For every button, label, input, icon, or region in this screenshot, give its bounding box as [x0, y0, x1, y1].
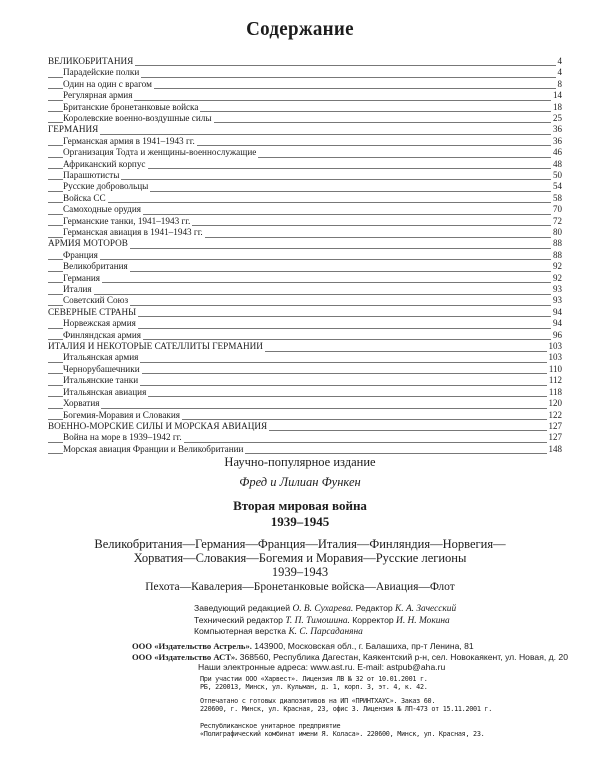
- toc-entry: [48, 135, 562, 146]
- toc-entry: [48, 180, 562, 191]
- toc-page-number: 127: [548, 420, 562, 431]
- toc-page-number: 96: [553, 329, 562, 340]
- toc-label: Норвежская армия: [63, 318, 136, 329]
- genre-label: Научно-популярное издание: [224, 455, 376, 469]
- toc-page-number: 25: [553, 112, 562, 123]
- toc-entry: [48, 112, 562, 123]
- printing-house: Республиканское унитарное предприятие «Полиграфический комбинат имени Я. Коласа». 220600, Минск, ул. Красная, 23.: [200, 722, 485, 739]
- toc-label: Войска СС: [63, 192, 106, 203]
- toc-entry: [48, 329, 562, 340]
- toc-entry: [48, 66, 562, 77]
- toc-label: Один на один с врагом: [63, 78, 152, 89]
- toc-label: ВЕЛИКОБРИТАНИЯ: [48, 55, 134, 66]
- toc-page-number: 118: [548, 386, 562, 397]
- toc-page-number: 103: [548, 341, 562, 352]
- toc-section: [48, 306, 562, 317]
- toc-label: Германия: [63, 272, 101, 283]
- toc-label: Итальянская авиация: [63, 386, 147, 397]
- toc-entry: [48, 352, 562, 363]
- license-harvest: При участии ООО «Харвест». Лицензия ЛВ № 32 от 10.01.2001 г. РБ, 220013, Минск, ул. Кульман, д. 1, корп. 3, эт. 4, к. 42.: [200, 675, 428, 692]
- toc-entry: [48, 443, 562, 454]
- toc-entry: [48, 363, 562, 374]
- editorial-staff: [194, 603, 456, 638]
- toc-page-number: 36: [553, 124, 562, 135]
- toc-label: Советский Союз: [63, 295, 129, 306]
- toc-label: Война на море в 1939–1942 гг.: [63, 432, 182, 443]
- toc-page-number: 94: [553, 318, 562, 329]
- toc-page-number: 88: [553, 249, 562, 260]
- toc-label: Британские бронетанковые войска: [63, 101, 199, 112]
- toc-label: Италия: [63, 284, 92, 295]
- table-of-contents: [48, 55, 562, 454]
- toc-page-number: 92: [553, 272, 562, 283]
- toc-label: Парадейские полки: [63, 67, 140, 78]
- toc-label: Итальянские танки: [63, 375, 139, 386]
- countries-line-2: Хорватия—Словакия—Богемия и Моравия—Русские легионы: [133, 551, 467, 565]
- countries: [0, 537, 600, 565]
- years-range: 1939–1943: [271, 565, 329, 579]
- publisher-2: ООО «Издательство АСТ». 368560, Республика Дагестан, Каякентский р-н, сел. Новокаякент, ул. Новая, д. 20: [132, 651, 568, 662]
- toc-page-number: 112: [548, 375, 562, 386]
- toc-page-number: 50: [553, 169, 562, 180]
- toc-entry: [48, 386, 562, 397]
- toc-label: Королевские военно-воздушные силы: [63, 112, 212, 123]
- staff-line-3: Компьютерная верстка К. С. Парсаданяна: [194, 626, 363, 638]
- toc-label: ВОЕННО-МОРСКИЕ СИЛЫ И МОРСКАЯ АВИАЦИЯ: [48, 420, 268, 431]
- toc-entry: [48, 272, 562, 283]
- toc-section: [48, 420, 562, 431]
- toc-page-number: 93: [553, 284, 562, 295]
- toc-label: Франция: [63, 249, 98, 260]
- toc-page-number: 4: [557, 67, 562, 78]
- toc-entry: [48, 431, 562, 442]
- toc-label: Африканский корпус: [63, 158, 146, 169]
- publishers: [132, 641, 568, 673]
- toc-page-number: 58: [553, 192, 562, 203]
- staff-line-1: Заведующий редакцией О. В. Сухарева. Редактор К. А. Зачесский: [194, 603, 457, 614]
- toc-entry: [48, 101, 562, 112]
- toc-entry: [48, 397, 562, 408]
- toc-entry: [48, 192, 562, 203]
- toc-entry: [48, 249, 562, 260]
- toc-page-number: 36: [553, 135, 562, 146]
- toc-page-number: 110: [548, 363, 562, 374]
- toc-label: ИТАЛИЯ И НЕКОТОРЫЕ САТЕЛЛИТЫ ГЕРМАНИИ: [48, 341, 263, 352]
- toc-page-number: 72: [553, 215, 562, 226]
- toc-entry: [48, 317, 562, 328]
- toc-page-number: 70: [553, 204, 562, 215]
- toc-page-number: 54: [553, 181, 562, 192]
- toc-label: Богемия-Моравия и Словакия: [63, 409, 181, 420]
- toc-label: Морская авиация Франции и Великобритании: [63, 443, 244, 454]
- toc-entry: [48, 169, 562, 180]
- book-title: Вторая мировая война: [233, 498, 367, 513]
- toc-section: [48, 340, 562, 351]
- countries-line-1: Великобритания—Германия—Франция—Италия—Финляндия—Норвегия—: [94, 537, 506, 551]
- toc-entry: [48, 283, 562, 294]
- toc-page-number: 122: [548, 409, 562, 420]
- toc-entry: [48, 215, 562, 226]
- toc-page-number: 18: [553, 101, 562, 112]
- toc-entry: [48, 260, 562, 271]
- toc-page-number: 8: [557, 78, 562, 89]
- military-branches: Пехота—Кавалерия—Бронетанковые войска—Авиация—Флот: [145, 581, 455, 593]
- staff-line-2: Технический редактор Т. П. Тимошина. Корректор И. Н. Мокина: [194, 614, 450, 626]
- toc-entry: [48, 226, 562, 237]
- toc-label: Великобритания: [63, 261, 128, 272]
- toc-label: Регулярная армия: [63, 90, 133, 101]
- toc-entry: [48, 374, 562, 385]
- toc-entry: [48, 295, 562, 306]
- toc-label: Организация Тодта и женщины-военнослужащие: [63, 147, 257, 158]
- toc-entry: [48, 146, 562, 157]
- publisher-1: ООО «Издательство Астрель». 143900, Московская обл., г. Балашиха, пр-т Ленина, 81: [132, 641, 474, 651]
- toc-label: Хорватия: [63, 398, 100, 409]
- toc-entry: [48, 409, 562, 420]
- toc-page-number: 120: [548, 398, 562, 409]
- toc-label: Германские танки, 1941–1943 гг.: [63, 215, 191, 226]
- toc-label: Итальянская армия: [63, 352, 139, 363]
- toc-label: СЕВЕРНЫЕ СТРАНЫ: [48, 306, 137, 317]
- toc-label: Парашютисты: [63, 169, 120, 180]
- toc-section: [48, 123, 562, 134]
- toc-label: ГЕРМАНИЯ: [48, 124, 99, 135]
- toc-entry: [48, 203, 562, 214]
- toc-section: [48, 238, 562, 249]
- toc-label: Финляндская армия: [63, 329, 141, 340]
- toc-page-number: 48: [553, 158, 562, 169]
- toc-page-number: 103: [548, 352, 562, 363]
- authors: Фред и Лилиан Функен: [239, 475, 361, 489]
- toc-page-number: 148: [548, 443, 562, 454]
- toc-label: Чернорубашечники: [63, 363, 140, 374]
- toc-page-number: 127: [548, 432, 562, 443]
- toc-label: Русские добровольцы: [63, 181, 149, 192]
- toc-page-number: 46: [553, 147, 562, 158]
- toc-label: АРМИЯ МОТОРОВ: [48, 238, 128, 249]
- toc-page-number: 80: [553, 227, 562, 237]
- printing-info: Отпечатано с готовых диапозитивов на ИП «ПРИНТХАУС». Заказ 60. 220600, г. Минск, ул. Красная, 23, офис 3. Лицензия № ЛП-473 от 15.11.2001 г.: [200, 697, 492, 714]
- toc-page-number: 4: [557, 55, 562, 66]
- toc-label: Самоходные орудия: [63, 204, 141, 215]
- toc-entry: [48, 78, 562, 89]
- toc-label: Германская авиация в 1941–1943 гг.: [63, 227, 203, 237]
- toc-label: Германская армия в 1941–1943 гг.: [63, 135, 195, 146]
- book-years: 1939–1945: [270, 514, 330, 529]
- toc-page-number: 14: [553, 90, 562, 101]
- toc-entry: [48, 89, 562, 100]
- toc-page-number: 94: [553, 306, 562, 317]
- toc-page-number: 92: [553, 261, 562, 272]
- toc-entry: [48, 158, 562, 169]
- email-addresses: Наши электронные адреса: www.ast.ru. E-mail: astpub@aha.ru: [198, 662, 446, 673]
- page-title: Содержание: [246, 18, 354, 40]
- toc-section: [48, 55, 562, 66]
- toc-page-number: 88: [553, 238, 562, 249]
- toc-page-number: 93: [553, 295, 562, 306]
